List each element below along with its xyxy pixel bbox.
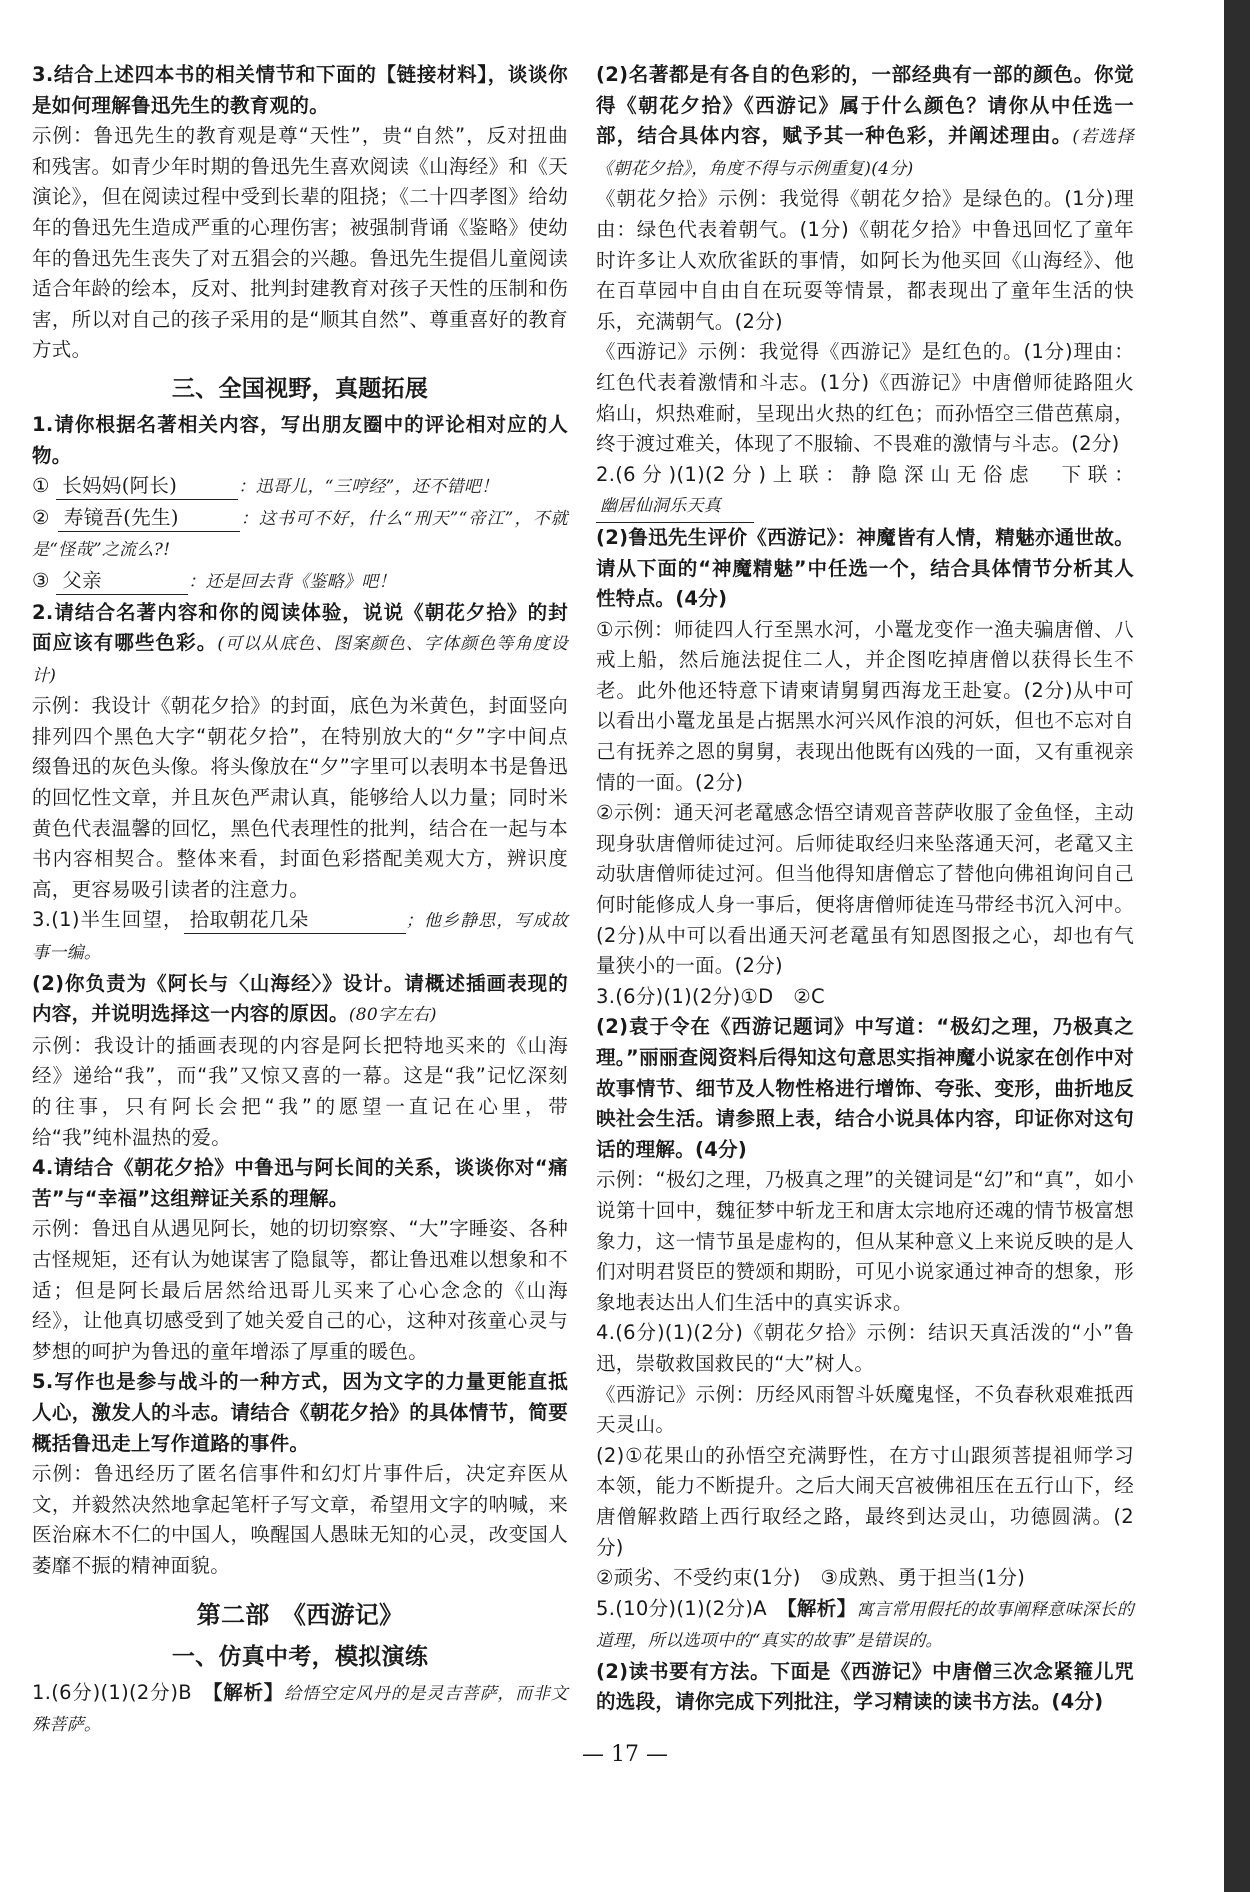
left-column [32,60,568,1741]
p2-question-1: 1.(6分)(1)(2分)B 【解析】给悟空定风丹的是灵吉菩萨，而非文殊菩萨。 [32,1680,568,1736]
answer-blank: 拾取朝花几朵 [184,907,406,934]
s3-question-3-2: (2)你负责为《阿长与〈山海经〉》设计。请概述插画表现的内容，并说明选择这一内容的原因。(80字左右) [32,971,568,1026]
c2-question-2-answer-1: ①示例：师徒四人行至黑水河，小鼍龙变作一渔夫骗唐僧、八戒上船，然后施法捉住二人，并企图吃掉唐僧以获得长生不老。此外他还特意下请柬请舅舅西海龙王赴宴。(2分)从中可以看出小鼍龙虽是占据黑水河兴风作浪的河妖，但也不忘对自己有抚养之恩的舅舅，表现出他既有凶残的一面，又有重视亲情的一面。(2分) [596,617,1134,794]
answer-blank: 寿镜吾(先生) [58,505,240,532]
s3-question-5-answer: 示例：鲁迅经历了匿名信事件和幻灯片事件后，决定弃医从文，并毅然决然地拿起笔杆子写文章，希望用文字的呐喊，来医治麻木不仁的中国人，唤醒国人愚昧无知的心灵，改变国人萎靡不振的精神面貌。 [32,1462,568,1577]
c5-question-2: (2)读书要有方法。下面是《西游记》中唐僧三次念紧箍儿咒的选段，请你完成下列批注，学习精读的读书方法。(4分) [596,1659,1134,1714]
c3-question-2-answer: 示例：“极幻之理，乃极真之理”的关键词是“幻”和“真”，如小说第十回中，魏征梦中斩龙王和唐太宗地府还魂的情节极富想象力，这一情节虽是虚构的，但从某种意义上来说反映的是人们对明君贤臣的赞颂和期盼，可见小说家通过神奇的想象，形象地表达出人们生活中的真实诉求。 [596,1168,1134,1314]
answer-blank: 幽居仙洞乐天真 [596,491,754,523]
c2-question-2-answer-2: ②示例：通天河老鼋感念悟空请观音菩萨收服了金鱼怪，主动现身驮唐僧师徒过河。后师徒取经归来坠落通天河，老鼋又主动驮唐僧师徒过河。但当他得知唐僧忘了替他向佛祖询问自己何时能修成人身一事后，便将唐僧师徒连马带经书沉入河中。(2分)从中可以看出通天河老鼋虽有知恩图报之心，却也有气量狭小的一面。(2分) [596,801,1134,978]
s3-question-2: 2.请结合名著内容和你的阅读体验，说说《朝花夕拾》的封面应该有哪些色彩。(可以从底色、图案颜色、字体颜色等角度设计) [32,600,568,686]
c5-question-1: 5.(10分)(1)(2分)A 【解析】寓言常用假托的故事阐释意味深长的道理，所以选项中的“真实的故事”是错误的。 [596,1596,1134,1652]
s3-q1-item-1: ① 长妈妈(阿长) ：迅哥儿，“三哼经”，还不错吧！ [32,471,568,503]
part-2-section-1-title: 一、仿真中考，模拟演练 [171,1643,429,1670]
c3-question-2: (2)袁于令在《西游记题词》中写道：“极幻之理，乃极真之理。”丽丽查阅资料后得知这句意思实指神魔小说家在创作中对故事情节、细节及人物性格进行增饰、夸张、变形，曲折地反映社会生活。请参照上表，结合小说具体内容，印证你对这句话的理解。(4分) [596,1015,1134,1161]
scan-edge-shadow [1224,0,1250,1892]
q2-answer-1: 《朝花夕拾》示例：我觉得《朝花夕拾》是绿色的。(1分)理由：绿色代表着朝气。(1分)《朝花夕拾》中鲁迅回忆了童年时许多让人欢欣雀跃的事情，如阿长为他买回《山海经》、他在百草园中自由自在玩耍等情景，都表现出了童年生活的快乐，充满朝气。(2分) [596,187,1134,333]
c4-question-2: (2)①花果山的孙悟空充满野性，在方寸山跟须菩提祖师学习本领，能力不断提升。之后大闹天宫被佛祖压在五行山下，经唐僧解救踏上西行取经之路，最终到达灵山，功德圆满。(2分) [596,1443,1134,1559]
s3-question-4: 4.请结合《朝花夕拾》中鲁迅与阿长间的关系，谈谈你对“痛苦”与“幸福”这组辩证关系的理解。 [32,1156,568,1210]
question-3-prompt: 3.结合上述四本书的相关情节和下面的【链接材料】，谈谈你是如何理解鲁迅先生的教育观的。 [32,63,568,117]
question-3-answer: 示例：鲁迅先生的教育观是尊“天性”，贵“自然”，反对扭曲和残害。如青少年时期的鲁迅先生喜欢阅读《山海经》和《天演论》，但在阅读过程中受到长辈的阻挠；《二十四孝图》给幼年的鲁迅先生造成严重的心理伤害；被强制背诵《鉴略》使幼年的鲁迅先生丧失了对五猖会的兴趣。鲁迅先生提倡儿童阅读适合年龄的绘本，反对、批判封建教育对孩子天性的压制和伤害，所以对自己的孩子采用的是“顺其自然”、尊重喜好的教育方式。 [32,124,568,362]
answer-blank: 父亲 [56,568,188,595]
part-2-title: 第二部 《西游记》 [196,1600,404,1629]
c2-question-2: (2)鲁迅先生评价《西游记》：神魔皆有人情，精魅亦通世故。请从下面的“神魔精魅”中任选一个，结合具体情节分析其人性特点。(4分) [596,525,1134,611]
c3-question-1: 3.(6分)(1)(2分)①D ②C [596,984,825,1008]
s3-question-3-2-answer: 示例：我设计的插画表现的内容是阿长把特地买来的《山海经》递给“我”，而“我”又惊又喜的一幕。这是“我”记忆深刻的往事，只有阿长会把“我”的愿望一直记在心里，带给“我”纯朴温热的爱。 [32,1033,568,1149]
c4-question-1: 4.(6分)(1)(2分)《朝花夕拾》示例：结识天真活泼的“小”鲁迅，崇敬救国救民的“大”树人。 [596,1321,1134,1375]
right-column [596,60,1134,1718]
s3-question-2-answer: 示例：我设计《朝花夕拾》的封面，底色为米黄色，封面竖向排列四个黑色大字“朝花夕拾”，在特别放大的“夕”字中间点缀鲁迅的灰色头像。将头像放在“夕”字里可以表明本书是鲁迅的回忆性文章，并且灰色严肃认真，能够给人以力量；同时米黄色代表温馨的回忆，黑色代表理性的批判，结合在一起与本书内容相契合。整体来看，封面色彩搭配美观大方，辨识度高，更容易吸引读者的注意力。 [32,694,568,901]
page-number: — 17 — [582,1742,668,1767]
s3-question-4-answer: 示例：鲁迅自从遇见阿长，她的切切察察、“大”字睡姿、各种古怪规矩，还有认为她谋害了隐鼠等，都让鲁迅难以想象和不适；但是阿长最后居然给迅哥儿买来了心心念念的《山海经》，让他真切感受到了她关爱自己的心，这种对孩童心灵与梦想的呵护为鲁迅的童年增添了厚重的暖色。 [32,1217,568,1363]
q2-answer-2: 《西游记》示例：我觉得《西游记》是红色的。(1分)理由：红色代表着激情和斗志。(1分)《西游记》中唐僧师徒路阻火焰山，炽热难耐，呈现出火热的红色；而孙悟空三借芭蕉扇，终于渡过难关，体现了不服输、不畏难的激情与斗志。(2分) [596,340,1134,456]
c2-question-1: 2.(6分)(1)(2分)上联：静隐深山无俗虑 下联：幽居仙洞乐天真 [596,460,1134,523]
s3-question-3-1: 3.(1)半生回望， 拾取朝花几朵 ；他乡静思，写成故事一编。 [32,908,568,964]
q2-prompt: (2)名著都是有各自的色彩的，一部经典有一部的颜色。你觉得《朝花夕拾》《西游记》属于什么颜色？请你从中任选一部，结合具体内容，赋予其一种色彩，并阐述理由。(若选择《朝花夕拾》，角度不得与示例重复)(4分) [596,63,1134,179]
s3-question-5: 5.写作也是参与战斗的一种方式，因为文字的力量更能直抵人心，激发人的斗志。请结合《朝花夕拾》的具体情节，简要概括鲁迅走上写作道路的事件。 [32,1370,568,1455]
c4-question-1-b: 《西游记》示例：历经风雨智斗妖魔鬼怪，不负春秋艰难抵西天灵山。 [596,1382,1134,1437]
s3-q1-item-2: ② 寿镜吾(先生) ：这书可不好，什么“刑天”“帝江”，不就是“怪哉”之流么?! [32,505,568,561]
answer-blank: 长妈妈(阿长) [56,473,238,500]
s3-q1-item-3: ③ 父亲 ：还是回去背《鉴略》吧！ [32,566,568,598]
s3-question-1: 1.请你根据名著相关内容，写出朋友圈中的评论相对应的人物。 [32,412,568,467]
c4-question-2-b: ②顽劣、不受约束(1分) ③成熟、勇于担当(1分) [596,1566,1026,1590]
section-3-title: 三、全国视野，真题拓展 [171,375,429,402]
